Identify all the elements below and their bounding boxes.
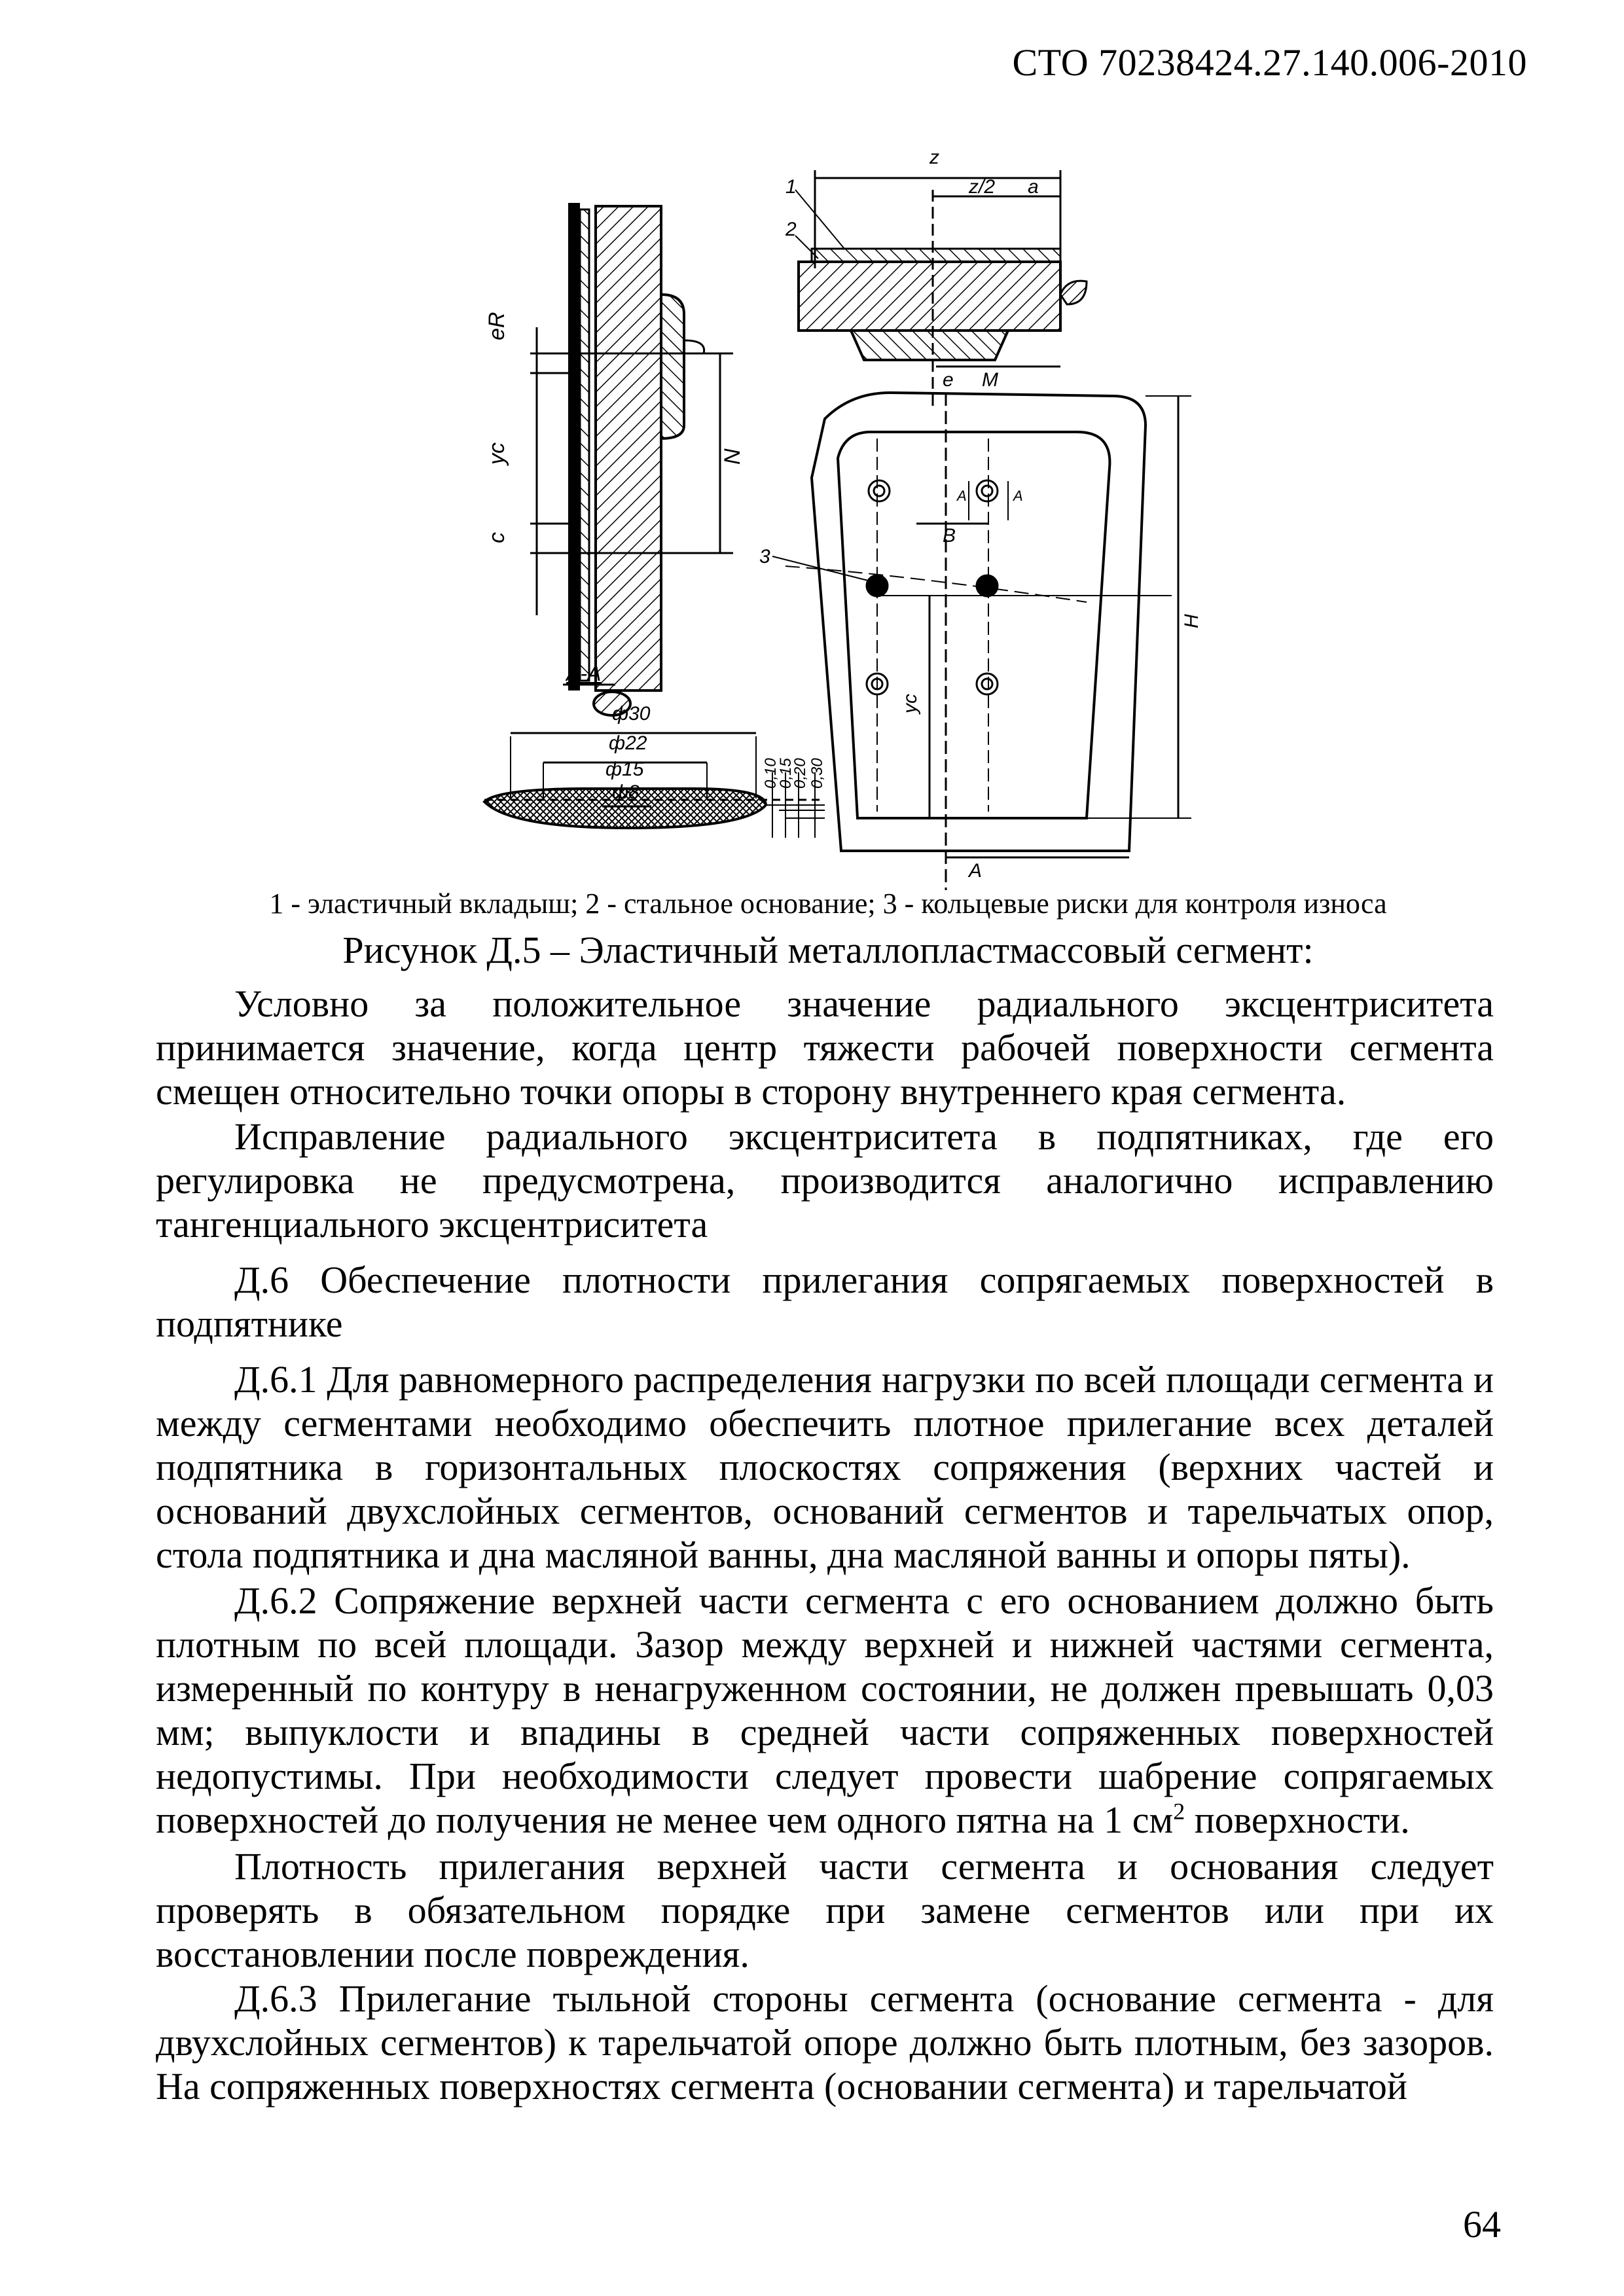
paragraph-eccentricity-definition: Условно за положительное значение радиального эксцентриситета принимается значение, когда центр тяжести рабочей поверхности сегмента смещен относительно точки опоры в сторону внутреннего края сегмента.	[156, 982, 1494, 1113]
label-z: z	[929, 147, 939, 168]
label-z-half: z/2	[969, 176, 996, 198]
label-d30: ф30	[612, 703, 651, 725]
segment-drawing	[458, 144, 1231, 890]
label-a-bottom: A	[969, 860, 983, 882]
segment-plan-view	[759, 393, 1202, 890]
paragraph-d6-2	[156, 1579, 1494, 1842]
label-m: M	[982, 369, 998, 391]
label-t020: 0,20	[791, 758, 809, 789]
paragraph-eccentricity-correction: Исправление радиального эксцентриситета в подпятниках, где его регулировка не предусмотрена, производится аналогично исправлению тангенциального эксцентриситета	[156, 1115, 1494, 1246]
page-number: 64	[1463, 2203, 1501, 2246]
wear-ring-marks	[867, 480, 998, 694]
label-1: 1	[785, 176, 797, 198]
label-section-a-a: A-A	[566, 662, 602, 685]
label-3: 3	[759, 546, 770, 567]
paragraph-d6-1: Д.6.1 Для равномерного распределения нагрузки по всей площади сегмента и между сегментами необходимо обеспечить плотное прилегание всех деталей подпятника в горизонтальных плоскостях сопряжения (верхних частей и оснований двухслойных сегментов, оснований сегментов и тарельчатых опор, стола подпятника и дна масляной ванны, дна масляной ванны и опоры пяты).	[156, 1358, 1494, 1576]
label-t010: 0,10	[762, 758, 780, 789]
section-heading-d6: Д.6 Обеспечение плотности прилегания сопрягаемых поверхностей в подпятнике	[156, 1259, 1494, 1345]
label-yc: yc	[484, 442, 509, 465]
label-c: c	[484, 532, 509, 543]
label-d22: ф22	[609, 732, 647, 754]
paragraph-d6-3: Д.6.3 Прилегание тыльной стороны сегмента (основание сегмента - для двухслойных сегментов) к тарельчатой опоре должно быть плотным, без зазоров. На сопряженных поверхностях сегмента (основании сегмента) и тарельчатой	[156, 1977, 1494, 2108]
paragraph-d6-2-tail: поверхности.	[1185, 1799, 1410, 1841]
label-d15: ф15	[605, 759, 644, 780]
label-yc-plan: yc	[899, 694, 921, 713]
label-d8: ф8	[612, 781, 640, 803]
label-a-left: A	[957, 488, 967, 504]
label-t015: 0,15	[777, 758, 795, 789]
label-h: H	[1181, 614, 1202, 628]
figure-legend: 1 - эластичный вкладыш; 2 - стальное основание; 3 - кольцевые риски для контроля износа	[269, 888, 1387, 920]
document-code: СТО 70238424.27.140.006-2010	[1012, 41, 1527, 84]
figure-title: Рисунок Д.5 – Эластичный металлопластмассовый сегмент:	[342, 929, 1314, 971]
paragraph-fit-check: Плотность прилегания верхней части сегмента и основания следует проверять в обязательном порядке при замене сегментов или при их восстановлении после повреждения.	[156, 1845, 1494, 1975]
paragraph-d6-2-text: Д.6.2 Сопряжение верхней части сегмента с его основанием должно быть плотным по всей площади. Зазор между верхней и нижней частями сегмента, измеренный по контуру в ненагруженном состоянии, не должен превышать 0,03 мм; выпуклости и впадины в средней части сопряженных поверхностей недопустимы. При необходимости следует провести шабрение сопрягаемых поверхностей до получения не менее чем одного пятна на 1 см	[156, 1579, 1494, 1841]
label-t030: 0,30	[808, 758, 826, 789]
label-a-right: A	[1013, 488, 1023, 504]
horizontal-section-view	[785, 147, 1087, 406]
label-e: e	[943, 369, 954, 391]
label-b: B	[943, 525, 956, 547]
label-2: 2	[785, 219, 797, 240]
vertical-section-view	[484, 203, 745, 715]
label-a: a	[1028, 176, 1039, 198]
superscript-2: 2	[1173, 1798, 1185, 1825]
label-n: N	[720, 448, 745, 465]
label-er: eR	[484, 312, 509, 340]
